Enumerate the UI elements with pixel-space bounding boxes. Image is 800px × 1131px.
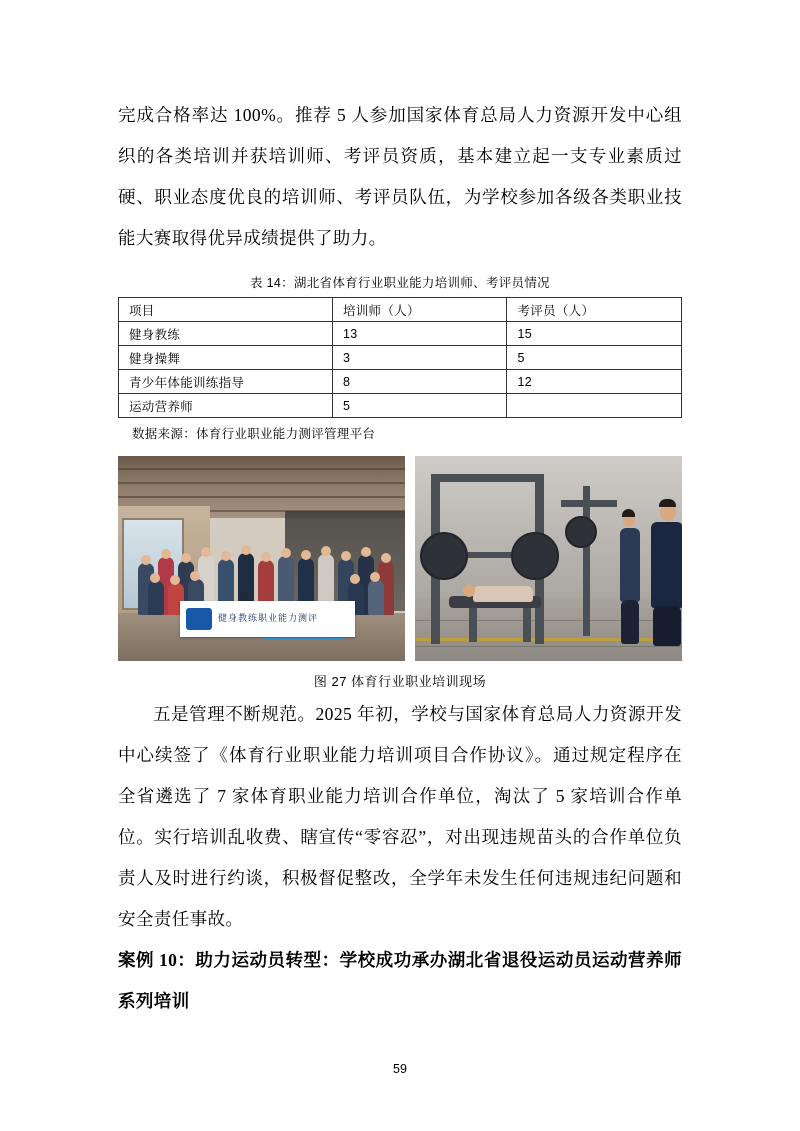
table-cell: 12 bbox=[507, 370, 682, 394]
table-header-cell: 培训师（人） bbox=[332, 298, 507, 322]
body-paragraph-2: 五是管理不断规范。2025 年初，学校与国家体育总局人力资源开发中心续签了《体育行业职业能力培训项目合作协议》。通过规定程序在全省遴选了 7 家体育职业能力培训合作单位，淘汰了 5 家培训合作单位。实行培训乱收费、瞎宣传“零容忍”，对出现违规苗头的合作单位负责人及时进行约谈，积极督促整改，全学年未发生任何违规违纪问题和安全责任事故。 bbox=[118, 704, 682, 929]
ceiling-line bbox=[118, 468, 405, 470]
table-cell: 健身教练 bbox=[119, 322, 333, 346]
event-banner bbox=[180, 601, 355, 637]
figure-caption: 图 27 体育行业职业培训现场 bbox=[313, 674, 487, 689]
training-data-table bbox=[118, 297, 682, 418]
weight-plate bbox=[565, 516, 597, 548]
cable-machine-post bbox=[583, 486, 590, 636]
case-heading: 案例 10：助力运动员转型：学校成功承办湖北省退役运动员运动营养师系列培训 bbox=[118, 950, 682, 1011]
photo-group-training bbox=[118, 456, 405, 661]
table-header-cell: 项目 bbox=[119, 298, 333, 322]
table-cell: 5 bbox=[507, 346, 682, 370]
table-cell: 5 bbox=[332, 394, 507, 418]
ceiling-line bbox=[118, 496, 405, 498]
table-row bbox=[119, 370, 682, 394]
bench-leg bbox=[469, 608, 477, 642]
table-cell bbox=[507, 394, 682, 418]
trainer-female-legs bbox=[621, 600, 639, 644]
photo-gym-equipment bbox=[415, 456, 682, 661]
table-cell: 8 bbox=[332, 370, 507, 394]
squat-rack-beam bbox=[431, 474, 544, 482]
floor-line bbox=[415, 620, 682, 621]
trainee-body bbox=[473, 586, 533, 602]
table-row bbox=[119, 394, 682, 418]
trainee-head bbox=[463, 584, 475, 597]
table-cell: 运动营养师 bbox=[119, 394, 333, 418]
floor-line bbox=[415, 646, 682, 647]
table-caption: 表 14：湖北省体育行业职业能力培训师、考评员情况 bbox=[250, 276, 550, 290]
weight-plate bbox=[511, 532, 559, 580]
table-cell: 13 bbox=[332, 322, 507, 346]
banner-text: 健身教练职业能力测评 bbox=[218, 613, 319, 623]
table-cell: 15 bbox=[507, 322, 682, 346]
table-source-note: 数据来源：体育行业职业能力测评管理平台 bbox=[132, 427, 376, 441]
banner-logo-icon bbox=[186, 608, 212, 630]
trainer-female-body bbox=[620, 528, 640, 602]
weight-plate bbox=[420, 532, 468, 580]
table-cell: 3 bbox=[332, 346, 507, 370]
table-cell: 青少年体能训练指导 bbox=[119, 370, 333, 394]
trainer-female-hair bbox=[622, 509, 635, 517]
trainer-male-body bbox=[651, 522, 682, 608]
table-header-cell: 考评员（人） bbox=[507, 298, 682, 322]
table-header-row bbox=[119, 298, 682, 322]
table-cell: 健身操舞 bbox=[119, 346, 333, 370]
trainer-male-hair bbox=[659, 499, 676, 507]
ceiling-line bbox=[118, 482, 405, 484]
body-paragraph-1: 完成合格率达 100%。推荐 5 人参加国家体育总局人力资源开发中心组织的各类培训并获培训师、考评员资质，基本建立起一支专业素质过硬、职业态度优良的培训师、考评员队伍，为学校参加各级各类职业技能大赛取得优异成绩提供了助力。 bbox=[118, 105, 682, 248]
figure-images bbox=[118, 456, 682, 661]
floor-marking bbox=[415, 638, 682, 641]
bench-leg bbox=[523, 608, 531, 642]
table-row bbox=[119, 346, 682, 370]
gym-floor bbox=[415, 599, 682, 661]
cable-machine-beam bbox=[561, 500, 617, 507]
page-number: 59 bbox=[393, 1062, 407, 1076]
table-row bbox=[119, 322, 682, 346]
trainer-male-legs bbox=[653, 606, 681, 646]
